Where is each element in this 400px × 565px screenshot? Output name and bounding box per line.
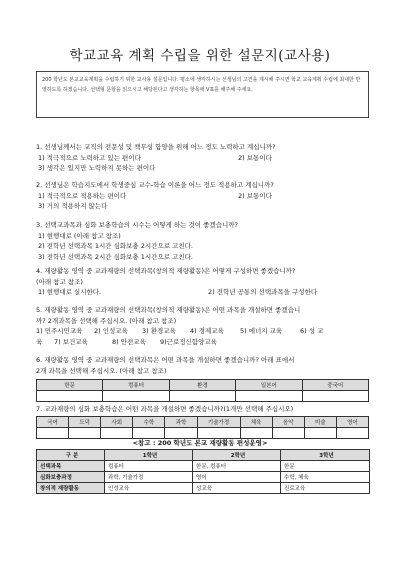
q5-option-4[interactable]: 4) 경제교육 [190, 327, 224, 335]
question-5-text: 5. 재량활동 영역 중 교과재량의 선택과목(창의적 재량활동)은 어떤 과목을 개설하면 좋겠습니 [36, 306, 301, 314]
q6-answer-cell[interactable] [37, 391, 103, 402]
page-title: 학교교육 계획 수립을 위한 설문지(교사용) [69, 48, 331, 64]
reference-cell: 성교육 [193, 483, 281, 494]
q1-option-3[interactable]: 3) 생각은 있지만 노력하지 못하는 편이다 [38, 164, 156, 172]
reference-head-cell: 1학년 [105, 450, 193, 461]
q5-option-9[interactable]: 9)근로정신함양교육 [160, 337, 217, 346]
q4-option-2[interactable]: 2) 전학년 공통의 선택과목을 구성한다 [208, 288, 318, 296]
q2-option-2[interactable]: 2) 보통이다 [238, 191, 272, 200]
q7-head-cell: 과학 [165, 417, 197, 428]
q3-option-1[interactable]: 1) 현행대로 (아래 참고 참조) [38, 231, 121, 240]
q5-option-6[interactable]: 6) 성 교 [300, 327, 324, 335]
reference-head-cell: 3학년 [281, 450, 370, 461]
q7-subject-table [36, 416, 369, 439]
q6-subject-table [36, 379, 369, 402]
intro-box: 200 학년도 본교교육계획을 수립하기 위한 교사용 설문입니다. 평소에 생각하시는 선생님의 고견을 제시해 주시면 학교 교육계획 수립에 최대한 반영하도록 하겠습니다. 선택형 문항을 읽으시고 해당된다고 생각하는 항목에 V표를 해주해 주세요. [36, 71, 369, 118]
q6-head-cell: 컴퓨터 [103, 380, 169, 391]
q5-option-1[interactable]: 1) 민주시민교육 [36, 327, 83, 335]
q2-option-3[interactable]: 3) 거의 적용하지 않는다 [38, 202, 108, 210]
q2-option-1[interactable]: 1) 적극적으로 적용하는 편이다 [38, 191, 127, 200]
question-5-text-cont: 까? 2개과목을 선택해 주십시오. (아래 참고 참조) [36, 316, 177, 325]
reference-cell: 컴퓨터 [105, 461, 193, 472]
reference-table [36, 449, 370, 494]
reference-row-label: 심화보충과정 [37, 472, 105, 483]
q7-head-cell: 사회 [101, 417, 133, 428]
question-7 [36, 404, 376, 415]
reference-cell: 수학, 체육 [281, 472, 370, 483]
q7-answer-cell[interactable] [336, 428, 368, 439]
q3-option-3[interactable]: 3) 전학년 선택과목 2시간 심화보충 1시간으로 고친다. [38, 252, 193, 261]
question-3-text: 3. 선택교과목과 심화 보충학습의 시수는 어떻게 하는 것이 좋겠습니까? [36, 221, 238, 229]
q7-answer-cell[interactable] [101, 428, 133, 439]
q6-answer-cell[interactable] [103, 391, 169, 402]
q7-answer-cell[interactable] [272, 428, 304, 439]
reference-head-cell: 2학년 [193, 450, 281, 461]
reference-cell: 과학, 기술가정 [105, 472, 193, 483]
q7-head-cell: 미술 [304, 417, 336, 428]
reference-cell: 한문 [281, 461, 370, 472]
q7-head-cell: 영어 [336, 417, 368, 428]
q7-head-cell: 국어 [37, 417, 69, 428]
q4-option-1[interactable]: 1) 현행대로 실시한다. [38, 288, 102, 296]
q3-option-2[interactable]: 2) 전학년 선택과목 1시간 심화보충 2시간으로 고친다. [38, 242, 193, 250]
q7-answer-cell[interactable] [133, 428, 165, 439]
reference-cell: 인성교육 [105, 483, 193, 494]
q5-option-6-cont: 육 [36, 337, 43, 346]
q7-answer-cell[interactable] [240, 428, 272, 439]
reference-head-cell: 구 분 [37, 450, 105, 461]
q7-head-cell: 음악 [272, 417, 304, 428]
q5-option-3[interactable]: 3) 환경교육 [142, 327, 176, 335]
question-6-text-cont: 2개 과목을 선택해 주십시오. (아래 참고 참조) [36, 366, 167, 375]
question-4-note: (아래 참고 참조) [36, 277, 83, 286]
question-6-text: 6. 재량활동 영역 중 교과재량의 선택과목은 어떤 과목을 개설하면 좋겠습니까? 아래 표에서 [36, 356, 295, 364]
reference-cell: 진로교육 [281, 483, 370, 494]
q5-option-2[interactable]: 2) 인성교육 [94, 327, 128, 335]
q7-answer-cell[interactable] [69, 428, 101, 439]
question-2-text: 2. 선생님은 학습지도에서 학생중심 교수-학습 이론을 어느 정도 적용하고 계십니까? [36, 181, 274, 189]
reference-cell: 영어 [193, 472, 281, 483]
question-3 [36, 220, 376, 262]
q6-answer-cell[interactable] [302, 391, 368, 402]
q7-head-cell: 체육 [240, 417, 272, 428]
question-1 [36, 142, 376, 174]
q6-answer-cell[interactable] [236, 391, 302, 402]
q1-option-1[interactable]: 1) 적극적으로 노력하고 있는 편이다 [38, 153, 141, 162]
reference-caption: <참고 : 200 학년도 본교 재량활동 편성운영> [132, 439, 268, 447]
q6-head-cell: 한문 [37, 380, 103, 391]
q7-answer-cell[interactable] [197, 428, 240, 439]
reference-row-label: 창의적 재량활동 [37, 483, 105, 494]
q1-option-2[interactable]: 2) 보통이다 [238, 153, 272, 162]
q5-option-8[interactable]: 8) 안전교육 [112, 337, 146, 346]
q7-answer-cell[interactable] [304, 428, 336, 439]
question-4 [36, 266, 376, 298]
question-5 [36, 305, 376, 347]
question-6 [36, 355, 376, 376]
q6-head-cell: 환경 [169, 380, 235, 391]
q7-head-cell: 기술가정 [197, 417, 240, 428]
q5-option-7[interactable]: 7) 보건교육 [54, 337, 88, 346]
q7-answer-cell[interactable] [165, 428, 197, 439]
q5-option-5[interactable]: 5) 에너지 교육 [240, 327, 283, 335]
q6-answer-cell[interactable] [169, 391, 235, 402]
reference-row-label: 선택과목 [37, 461, 105, 472]
question-4-text: 4. 재량활동 영역 중 교과재량의 선택과목(창의적 재량활동)은 어떻게 구성하면 좋겠습니까? [36, 267, 296, 275]
q6-head-cell: 일본어 [236, 380, 302, 391]
q7-head-cell: 수학 [133, 417, 165, 428]
reference-cell: 한문, 컴퓨터 [193, 461, 281, 472]
question-1-text: 1. 선생님께서는 교직의 전문성 및 책무성 함양을 위해 어느 정도 노력하고 계십니까? [36, 143, 276, 151]
q7-head-cell: 도덕 [69, 417, 101, 428]
q6-head-cell: 중국어 [302, 380, 368, 391]
question-2 [36, 180, 376, 212]
question-7-text: 7. 교과재량의 심화 보충학습은 어떤 과목을 개설하면 좋겠습니까?(1개만 선택해 주십시오) [36, 405, 294, 413]
q7-answer-cell[interactable] [37, 428, 69, 439]
